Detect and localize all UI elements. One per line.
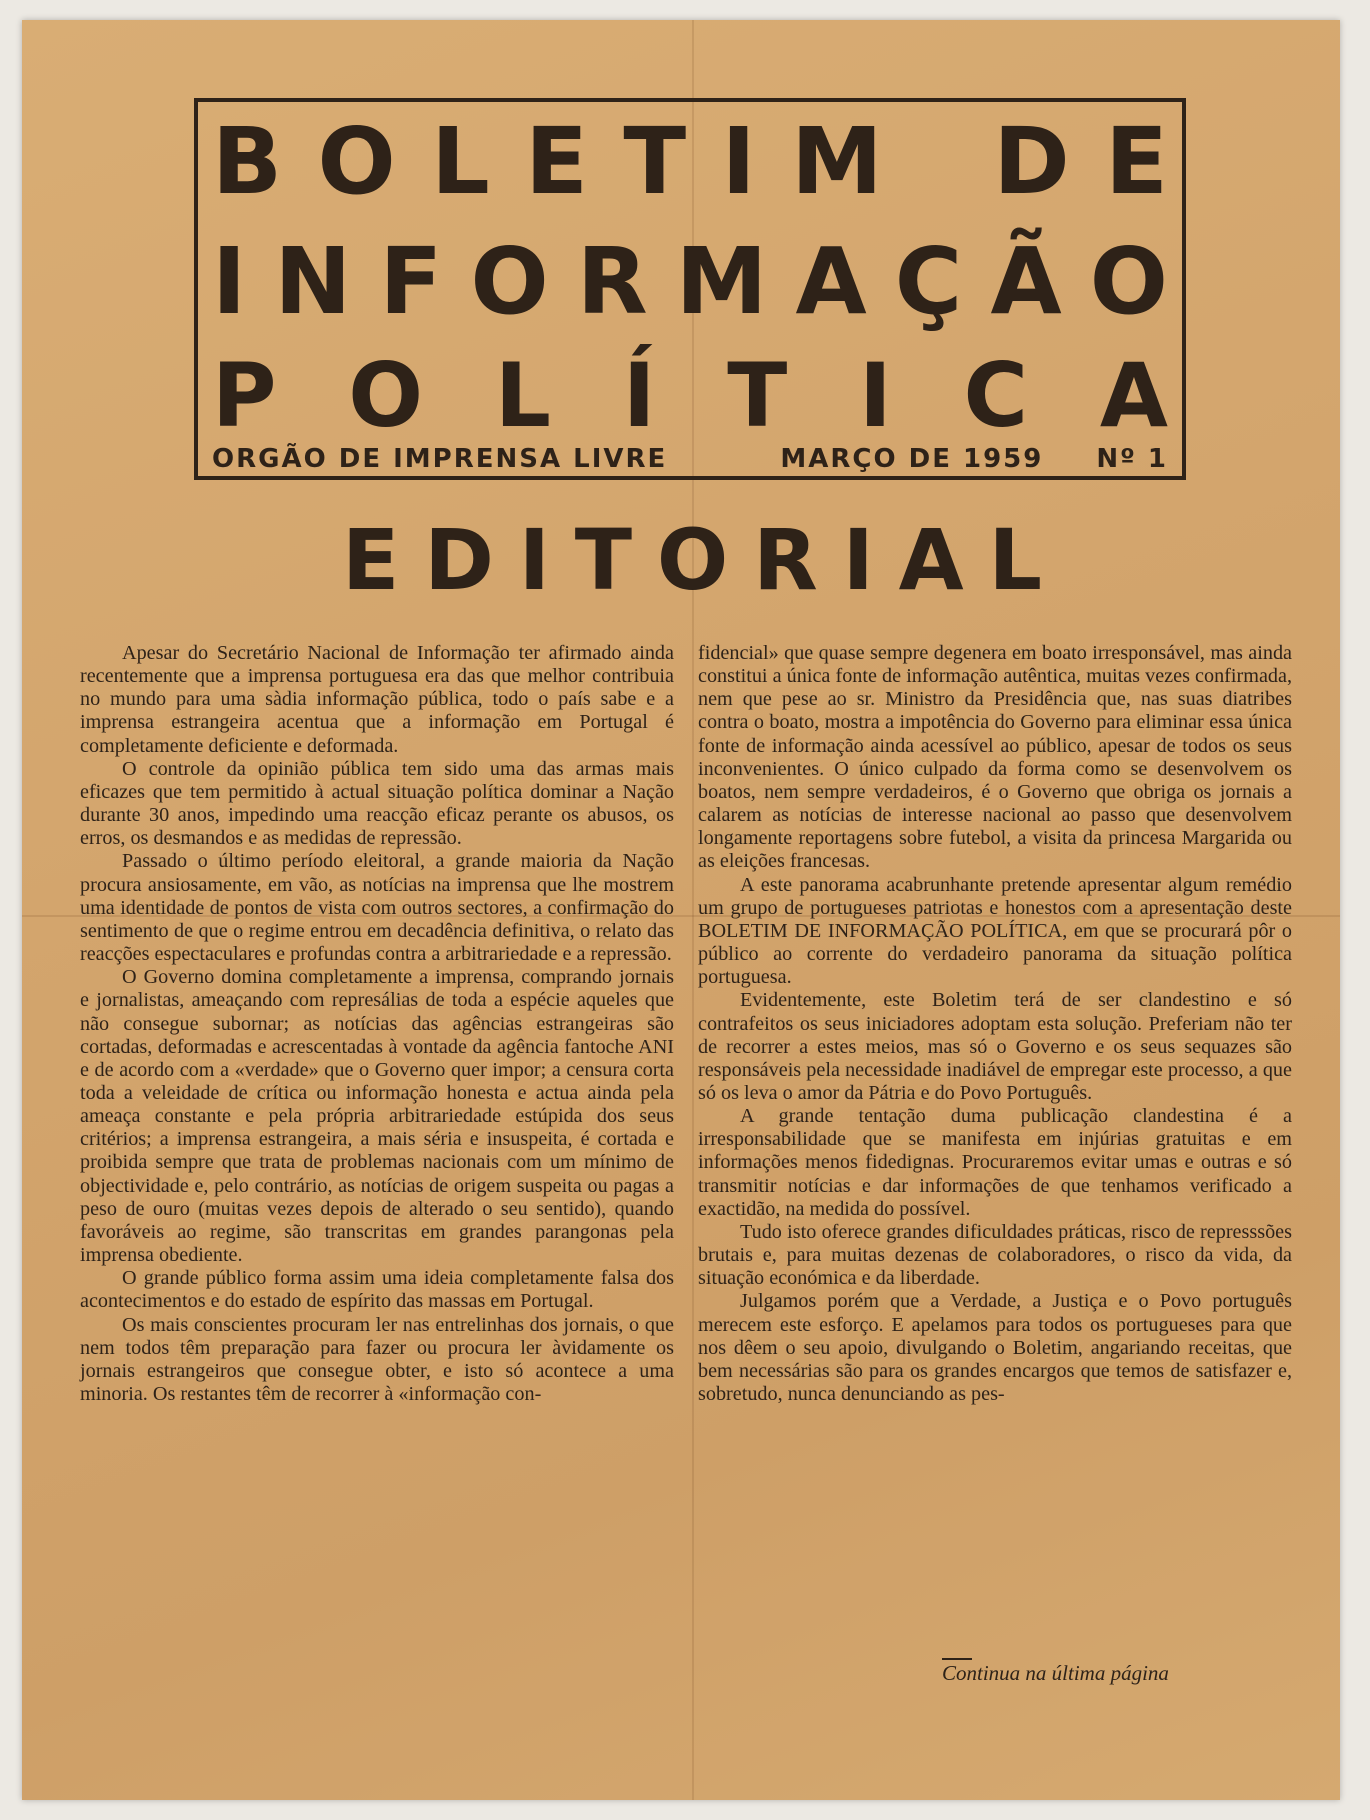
headline-letter: O [656, 511, 729, 609]
issue-number: Nº 1 [1096, 444, 1168, 474]
continuation-rule [942, 1658, 972, 1660]
masthead-letter: A [795, 228, 867, 335]
masthead-letter: I [212, 228, 247, 335]
paragraph: A grande tentação duma publicação clandestina é a irresponsabilidade que se manifesta em injúrias gratuitas e em informações menos fidedignas. Procuraremos evitar umas e outras e só transmitir notícias e dar informações de que tenhamos verificado a exactidão, na medida do possível. [698, 1105, 1292, 1220]
paragraph: O controle da opinião pública tem sido uma das armas mais eficazes que tem permitido à actual situação política dominar a Nação durante 30 anos, impedindo uma reacção eficaz perante os abusos, os erros, os desmandos e as medidas de repressão. [80, 757, 674, 850]
masthead-letter: Ç [894, 228, 963, 335]
masthead-subtitle: ORGÃO DE IMPRENSA LIVRE [212, 444, 668, 474]
masthead-letter: Í [622, 344, 656, 447]
headline-letter: I [842, 511, 874, 609]
paragraph: Tudo isto oferece grandes dificuldades práticas, risco de represssões brutais e, para muitas dezenas de colaboradores, o risco da vida, da situação económica e da liberdade. [698, 1220, 1292, 1290]
right-column [698, 642, 1292, 1406]
masthead-letter: I [721, 108, 756, 215]
masthead-letter: A [1099, 344, 1168, 447]
paragraph: O Governo domina completamente a imprensa, comprando jornais e jornalistas, ameaçando com represálias de toda a espécie aqueles que não consegue subornar; as notícias das agências estrangeiras são cortadas, deformadas e acrescentadas à vontade da agência fantoche ANI e de acordo com a «verdade» que o Governo quer impor; a censura corta toda a veleidade de crítica ou informação honesta e actua ainda pela ameaça constante e pela própria arbitrariedade estúpida dos seus critérios; a imprensa estrangeira, a mais séria e insuspeita, é cortada e proibida sempre que trata de problemas nacionais com um mínimo de objectividade e, pelo contrário, as notícias de origem suspeita ou pagas a peso de ouro (muitas vezes depois de alterado o seu sentido), quando favoráveis ao regime, são transcritas em grandes parangonas pela imprensa obediente. [80, 966, 674, 1267]
issue-date: MARÇO DE 1959 [780, 444, 1044, 474]
headline-letter: T [574, 511, 633, 609]
headline-letter: R [753, 511, 818, 609]
editorial-headline [342, 511, 1042, 618]
paragraph: Julgamos porém que a Verdade, a Justiça e o Povo português merecem este esforço. E apelamos para todos os portugueses para que nos dêem o seu apoio, divulgando o Boletim, angariando receitas, que bem necessárias são para os grandes encargos que temos de satisfazer e, sobretudo, nunca denunciando as pes- [698, 1290, 1292, 1405]
paragraph: Os mais conscientes procuram ler nas entrelinhas dos jornais, o que nem todos têm preparação para fazer ou procura ler àvidamente os jornais estrangeiros que consegue obter, e isto só acontece a uma minoria. Os restantes têm de recorrer à «informação con- [80, 1313, 674, 1405]
masthead [194, 98, 1186, 480]
masthead-letter-space [918, 116, 958, 208]
paragraph: Apesar do Secretário Nacional de Informação ter afirmado ainda recentemente que a imprensa portuguesa era das que melhor contribuia no mundo para uma sàdia informação pública, todo o país sabe e a imprensa estrangeira acentua que a informação em Portugal é completamente deficiente e deformada. [80, 642, 674, 757]
masthead-letter: O [348, 344, 424, 447]
masthead-letter: T [623, 108, 687, 215]
headline-letter: L [988, 511, 1042, 609]
headline-letter: E [342, 511, 400, 609]
masthead-letter: L [494, 344, 551, 447]
paragraph: Evidentemente, este Boletim terá de ser clandestino e só contrafeitos os seus iniciadores adoptam esta solução. Preferiam não ter de recorrer a estes meios, mas só o Governo e os seus sequazes são responsáveis pela necessidade inadiável de empregar este processo, a que só os leva o amor da Pátria e do Povo Português. [698, 989, 1292, 1104]
masthead-line-3 [212, 344, 1168, 447]
masthead-letter: P [212, 344, 277, 447]
masthead-letter: L [431, 108, 490, 215]
masthead-letter: O [470, 228, 549, 335]
masthead-letter: M [675, 228, 768, 335]
continuation-note: Continua na última página [942, 1661, 1169, 1685]
paragraph: O grande público forma assim uma ideia completamente falsa dos acontecimentos e do estado de espírito das massas em Portugal. [80, 1267, 674, 1313]
masthead-line-1 [212, 108, 1168, 215]
masthead-letter: T [727, 344, 788, 447]
paragraph: Passado o último período eleitoral, a grande maioria da Nação procura ansiosamente, em vão, as notícias na imprensa que lhe mostrem uma identidade de pontos de vista com outros sectores, a confirmação do sentimento de que o regime entrou em decadência definitiva, o relato das reacções espectaculares e profundas contra a arbitrariedade e a repressão. [80, 850, 674, 966]
masthead-letter: I [859, 344, 892, 447]
paragraph: A este panorama acabrunhante pretende apresentar algum remédio um grupo de portugueses patriotas e honestos com a apresentação deste BOLETIM DE INFORMAÇÃO POLÍTICA, em que se procurará pôr o público ao corrente do verdadeiro panorama da situação política portuguesa. [698, 873, 1292, 989]
masthead-letter: O [317, 108, 396, 215]
masthead-letter: R [576, 228, 648, 335]
paragraph: fidencial» que quase sempre degenera em boato irresponsável, mas ainda constitui a única fonte de informação autêntica, muitas vezes confirmada, nem que pese ao sr. Ministro da Presidência que, nas suas diatribes contra o boato, mostra a impotência do Governo para eliminar essa única fonte de informação ainda acessível ao público, apesar de todos os seus inconvenientes. O único culpado da forma como se desenvolvem os boatos, nem sempre verdadeiros, é o Governo que obriga os jornais a calarem as notícias de interesse nacional ao passo que desenvolvem longamente reportagens sobre futebol, a visita da princesa Margarida ou as eleições francesas. [698, 642, 1292, 873]
masthead-footer [212, 444, 1168, 474]
masthead-letter: N [274, 228, 352, 335]
masthead-letter: Ã [990, 228, 1062, 335]
masthead-letter: M [791, 108, 883, 215]
masthead-letter: E [525, 108, 588, 215]
masthead-letter: E [1105, 108, 1168, 215]
left-column [80, 642, 674, 1406]
masthead-letter: O [1089, 228, 1168, 335]
headline-letter: I [518, 511, 550, 609]
headline-letter: A [898, 511, 964, 609]
masthead-letter: F [379, 228, 443, 335]
masthead-letter: C [963, 344, 1029, 447]
masthead-letter: B [212, 108, 283, 215]
newspaper-page [22, 20, 1340, 1800]
masthead-line-2 [212, 228, 1168, 335]
masthead-letter: D [993, 108, 1070, 215]
headline-letter: D [424, 511, 494, 609]
